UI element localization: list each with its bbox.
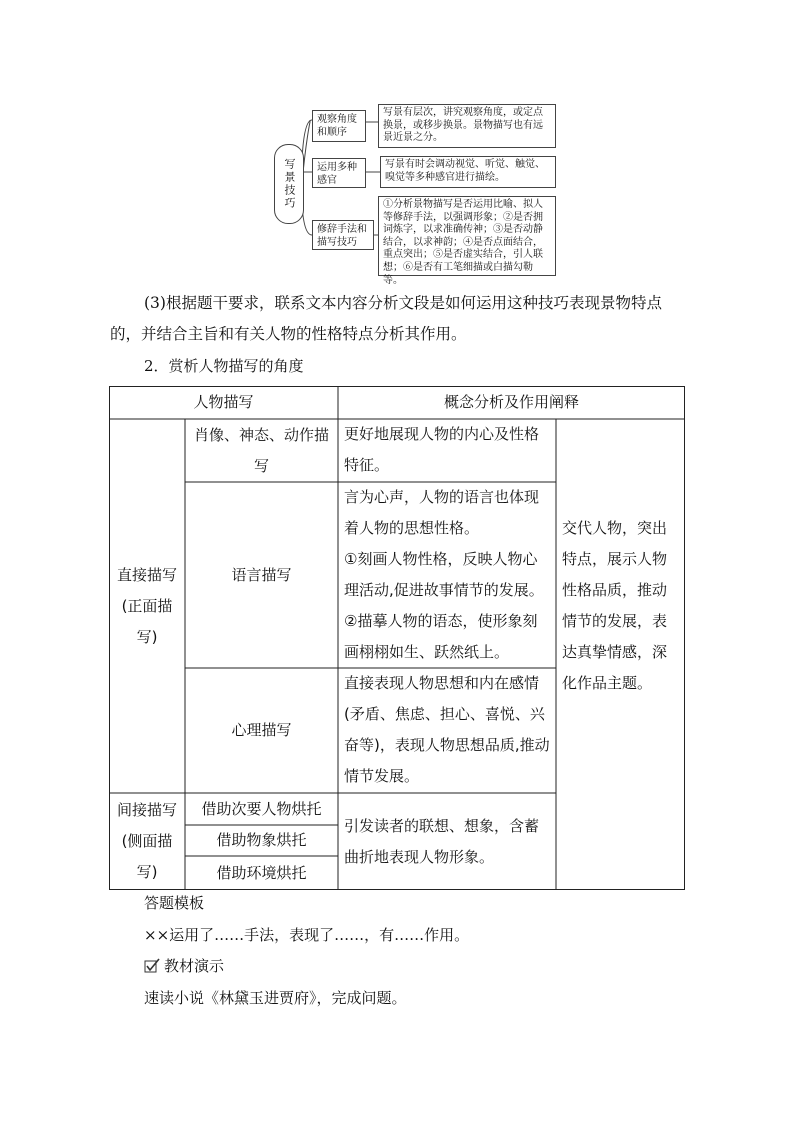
character-description-table [109, 386, 685, 890]
section-heading: 2．赏析人物描写的角度 [144, 357, 304, 375]
detail-rhetoric: ①分析景物描写是否运用比喻、拟人等修辞手法，以强调形象；②是否拥词炼字，以求准确传神；③是否动静结合，以求神韵；④是否点面结合，重点突出；⑤是否虚实结合，引人联想；⑥是否有工笔细描或白描勾勒等。 [378, 196, 556, 276]
function-summary: 交代人物，突出特点，展示人物性格品质，推动情节的发展，表达真挚情感，深化作品主题。 [562, 519, 668, 692]
desc-indirect: 引发读者的联想、想象，含蓄曲折地表现人物形象。 [344, 816, 540, 866]
detail-observation: 写景有层次，讲究观察角度，或定点换景，或移步换景。景物描写也有远景近景之分。 [378, 104, 556, 148]
template-title: 答题模板 [144, 894, 205, 912]
desc-psychology: 直接表现人物思想和内在感情(矛盾、焦虑、担心、喜悦、兴奋等)，表现人物思想品质,推动情节发展。 [344, 674, 550, 785]
paragraph-line-2: 的，并结合主旨和有关人物的性格特点分析其作用。 [110, 325, 467, 343]
method-object: 借助物象烘托 [216, 831, 307, 849]
header-character-description: 人物描写 [193, 393, 254, 411]
method-psychology: 心理描写 [231, 721, 292, 739]
header-analysis: 概念分析及作用阐释 [443, 393, 579, 411]
template-text: ××运用了……手法，表现了……，有……作用。 [144, 926, 470, 944]
demo-heading [144, 955, 224, 976]
desc-language: 言为心声，人物的语言也体现着人物的思想性格。 ①刻画人物性格，反映人物心理活动,促进故事情节的发展。 ②描摹人物的语态，使形象刻画栩栩如生、跃然纸上。 [344, 488, 544, 661]
branch-rhetoric: 修辞手法和描写技巧 [312, 220, 374, 250]
indirect-description-label: 间接描写(侧面描写) [116, 801, 177, 881]
branch-senses: 运用多种感官 [312, 158, 366, 188]
method-minor-character: 借助次要人物烘托 [201, 799, 322, 818]
checkbox-tick-icon [144, 958, 160, 974]
diagram-root: 写景技巧 [274, 144, 304, 224]
method-language: 语言描写 [231, 565, 292, 584]
demo-title: 教材演示 [164, 957, 225, 975]
writing-techniques-diagram [270, 100, 560, 286]
paragraph-line-1: (3)根据题干要求，联系文本内容分析文段是如何运用这种技巧表现景物特点 [144, 294, 662, 312]
branch-observation: 观察角度和顺序 [312, 110, 366, 142]
desc-portrait: 更好地展现人物的内心及性格特征。 [344, 425, 540, 474]
method-environment: 借助环境烘托 [216, 863, 307, 882]
instruction-paragraph [110, 288, 690, 350]
direct-description-label: 直接描写(正面描写) [116, 565, 177, 646]
demo-instruction: 速读小说《林黛玉进贾府》，完成问题。 [144, 989, 407, 1007]
detail-senses: 写景有时会调动视觉、听觉、触觉、嗅觉等多种感官进行描绘。 [380, 156, 556, 188]
method-portrait: 肖像、神态、动作描写 [193, 425, 329, 475]
